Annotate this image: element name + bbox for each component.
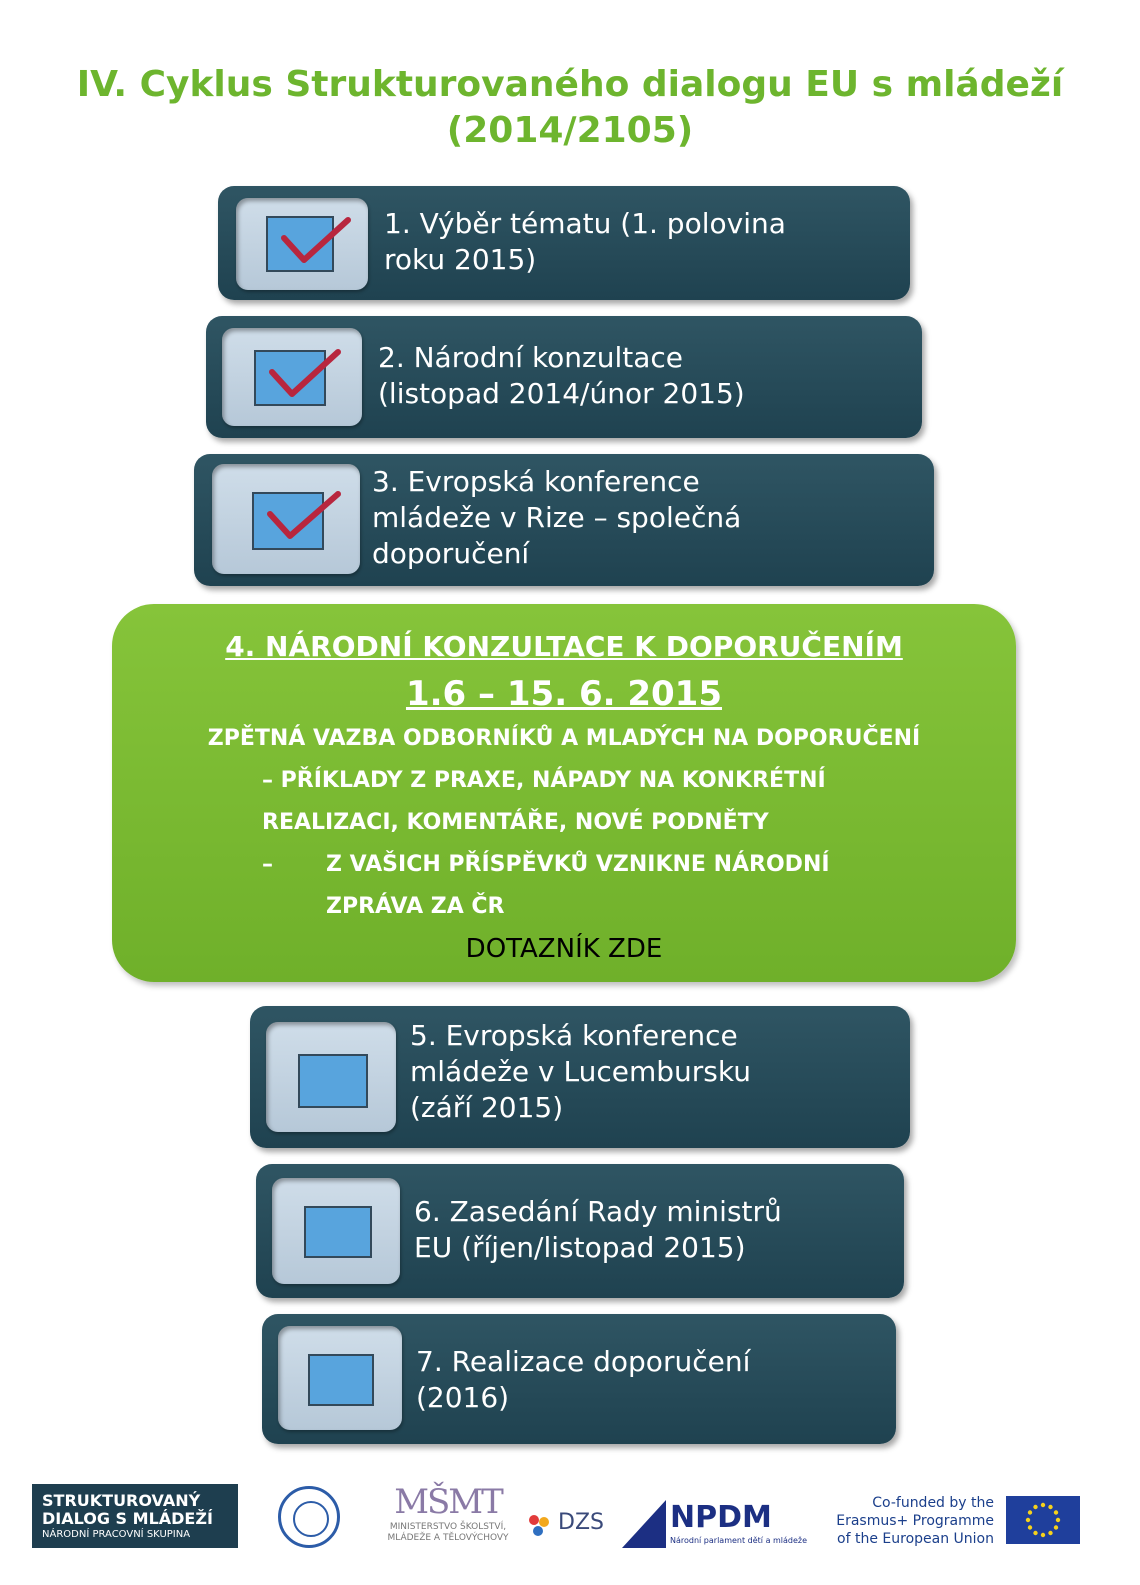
step-1-line-1: 1. Výběr tématu (1. polovina bbox=[384, 207, 786, 240]
checkbox-empty-icon bbox=[278, 1326, 402, 1430]
step-1-line-2: roku 2015) bbox=[384, 243, 537, 276]
step-4-bullet-1-line-2: REALIZACI, KOMENTÁŘE, NOVÉ PODNĚTY bbox=[262, 810, 769, 835]
step-4-bullet-2-line-1: Z VAŠICH PŘÍSPĚVKŮ VZNIKNE NÁRODNÍ bbox=[326, 852, 830, 877]
cofund-line-2: Erasmus+ Programme bbox=[836, 1513, 994, 1529]
step-2 bbox=[206, 316, 922, 438]
step-7-line-1: 7. Realizace doporučení bbox=[416, 1345, 751, 1378]
step-2-line-2: (listopad 2014/únor 2015) bbox=[378, 377, 745, 410]
step-1 bbox=[218, 186, 910, 300]
footer-logos bbox=[0, 1478, 1140, 1578]
cofund-line-1: Co-funded by the bbox=[872, 1495, 994, 1511]
step-6 bbox=[256, 1164, 904, 1298]
msmt-logo-text: MŠMT bbox=[394, 1482, 502, 1522]
sdm-line-2: DIALOG S MLÁDEŽÍ bbox=[42, 1509, 213, 1528]
title-line-2: (2014/2105) bbox=[446, 110, 694, 151]
step-4-dates: 1.6 – 15. 6. 2015 bbox=[405, 674, 722, 714]
step-6-line-1: 6. Zasedání Rady ministrů bbox=[414, 1195, 782, 1228]
msmt-caption: MINISTERSTVO ŠKOLSTVÍ, MLÁDEŽE A TĚLOVÝCHOVY bbox=[387, 1522, 509, 1543]
cofund-line-3: of the European Union bbox=[837, 1531, 994, 1547]
step-5 bbox=[250, 1006, 910, 1148]
step-6-line-2: EU (říjen/listopad 2015) bbox=[414, 1231, 746, 1264]
sdm-line-1: STRUKTUROVANÝ bbox=[42, 1491, 201, 1510]
step-4-heading: 4. NÁRODNÍ KONZULTACE K DOPORUČENÍM bbox=[225, 630, 903, 663]
step-4-bullet-2-line-2: ZPRÁVA ZA ČR bbox=[326, 894, 505, 919]
step-3 bbox=[194, 454, 934, 586]
checkbox-checked-icon bbox=[222, 328, 362, 426]
step-3-line-3: doporučení bbox=[372, 537, 530, 570]
checkbox-empty-icon bbox=[272, 1178, 400, 1284]
title-line-1: IV. Cyklus Strukturovaného dialogu EU s mládeží bbox=[76, 64, 1064, 105]
step-7-line-2: (2016) bbox=[416, 1381, 510, 1414]
dzs-dots-icon bbox=[528, 1514, 550, 1536]
step-7 bbox=[262, 1314, 896, 1444]
step-3-line-2: mládeže v Rize – společná bbox=[372, 501, 742, 534]
checkbox-checked-icon bbox=[236, 198, 368, 290]
checkbox-checked-icon bbox=[212, 464, 360, 574]
checkbox-empty-icon bbox=[266, 1022, 396, 1132]
seal-logo-icon bbox=[278, 1486, 340, 1548]
questionnaire-link[interactable]: DOTAZNÍK ZDE bbox=[465, 934, 663, 964]
dzs-logo bbox=[528, 1510, 612, 1538]
step-5-line-1: 5. Evropská konference bbox=[410, 1019, 738, 1052]
cofunded-text bbox=[834, 1494, 994, 1548]
step-5-line-2: mládeže v Lucembursku bbox=[410, 1055, 751, 1088]
dzs-text: DZS bbox=[558, 1510, 604, 1535]
structured-dialogue-logo bbox=[32, 1484, 238, 1548]
step-2-line-1: 2. Národní konzultace bbox=[378, 341, 684, 374]
page-title bbox=[0, 62, 1140, 154]
eu-flag-icon bbox=[1006, 1496, 1080, 1544]
npdm-text: NPDM bbox=[670, 1500, 772, 1535]
step-4-subheading: ZPĚTNÁ VAZBA ODBORNÍKŮ A MLADÝCH NA DOPORUČENÍ bbox=[207, 726, 921, 751]
npdm-caption: Národní parlament dětí a mládeže bbox=[670, 1536, 808, 1545]
step-4-highlight bbox=[112, 604, 1016, 982]
step-5-line-3: (září 2015) bbox=[410, 1091, 564, 1124]
msmt-logo bbox=[383, 1482, 513, 1562]
step-4-bullet-2-dash: – bbox=[262, 852, 273, 877]
npdm-logo bbox=[622, 1500, 822, 1548]
step-4-bullet-1-line-1: – PŘÍKLADY Z PRAXE, NÁPADY NA KONKRÉTNÍ bbox=[262, 768, 826, 793]
sdm-line-3: NÁRODNÍ PRACOVNÍ SKUPINA bbox=[42, 1529, 191, 1540]
step-3-line-1: 3. Evropská konference bbox=[372, 465, 700, 498]
